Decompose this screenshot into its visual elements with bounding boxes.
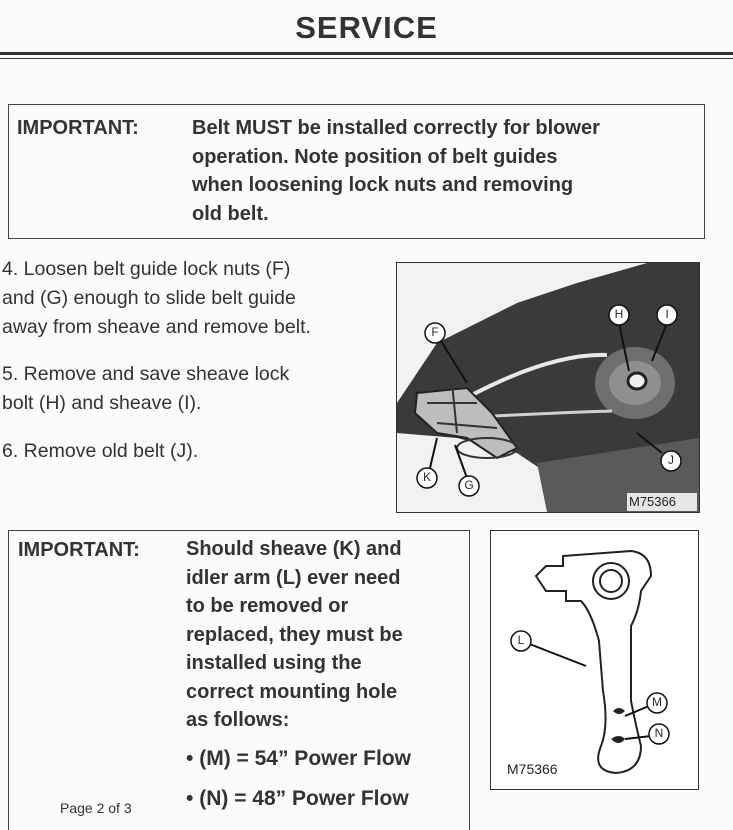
belt-photo bbox=[396, 262, 700, 513]
diagram-code: M75366 bbox=[507, 761, 558, 777]
bullet-dot-icon: • bbox=[186, 747, 194, 770]
step-6 bbox=[2, 437, 394, 466]
header-rule-thick bbox=[0, 52, 733, 55]
bullet-text: (M) = 54” Power Flow bbox=[199, 747, 411, 770]
bullet-item-m bbox=[186, 747, 411, 771]
belt-photo-illustration bbox=[397, 263, 699, 512]
step-line: 5. Remove and save sheave lock bbox=[2, 363, 290, 385]
important-label: IMPORTANT: bbox=[17, 117, 139, 139]
important-line: replaced, they must be bbox=[186, 623, 403, 646]
page-number: Page 2 of 3 bbox=[60, 800, 132, 816]
important-text-2 bbox=[186, 535, 466, 735]
step-line: 4. Loosen belt guide lock nuts (F) bbox=[2, 258, 291, 280]
important-text bbox=[192, 114, 702, 228]
header-rule-thin bbox=[0, 58, 733, 59]
photo-code: M75366 bbox=[629, 494, 676, 509]
step-4 bbox=[2, 255, 394, 342]
callout-h: H bbox=[614, 307, 624, 321]
idler-arm-illustration bbox=[491, 531, 698, 789]
step-5 bbox=[2, 360, 394, 418]
important-label-2: IMPORTANT: bbox=[18, 539, 140, 561]
step-line: and (G) enough to slide belt guide bbox=[2, 287, 296, 309]
callout-j: J bbox=[668, 453, 674, 467]
important-line: installed using the bbox=[186, 652, 362, 674]
important-line: old belt. bbox=[192, 202, 269, 225]
important-line: correct mounting hole bbox=[186, 680, 398, 703]
callout-m: M bbox=[652, 695, 662, 709]
callout-k: K bbox=[422, 470, 431, 484]
idler-arm-diagram bbox=[490, 530, 699, 790]
step-line: 6. Remove old belt (J). bbox=[2, 440, 199, 462]
callout-n: N bbox=[654, 726, 664, 740]
important-line: to be removed or bbox=[186, 595, 349, 617]
important-line: idler arm (L) ever need bbox=[186, 566, 401, 589]
bullet-dot-icon: • bbox=[186, 787, 194, 810]
bullet-text: (N) = 48” Power Flow bbox=[199, 787, 409, 810]
page-title: SERVICE bbox=[295, 10, 438, 45]
important-line: Should sheave (K) and bbox=[186, 538, 402, 560]
callout-l: L bbox=[517, 633, 525, 647]
important-line: operation. Note position of belt guides bbox=[192, 145, 558, 168]
important-line: Belt MUST be installed correctly for blower bbox=[192, 117, 600, 139]
important-line: when loosening lock nuts and removing bbox=[192, 174, 574, 196]
step-line: bolt (H) and sheave (I). bbox=[2, 392, 202, 414]
important-line: as follows: bbox=[186, 709, 290, 731]
callout-i: I bbox=[665, 307, 669, 321]
callout-f: F bbox=[431, 325, 439, 339]
bullet-item-n bbox=[186, 787, 409, 811]
callout-g: G bbox=[464, 478, 474, 492]
step-line: away from sheave and remove belt. bbox=[2, 316, 311, 338]
